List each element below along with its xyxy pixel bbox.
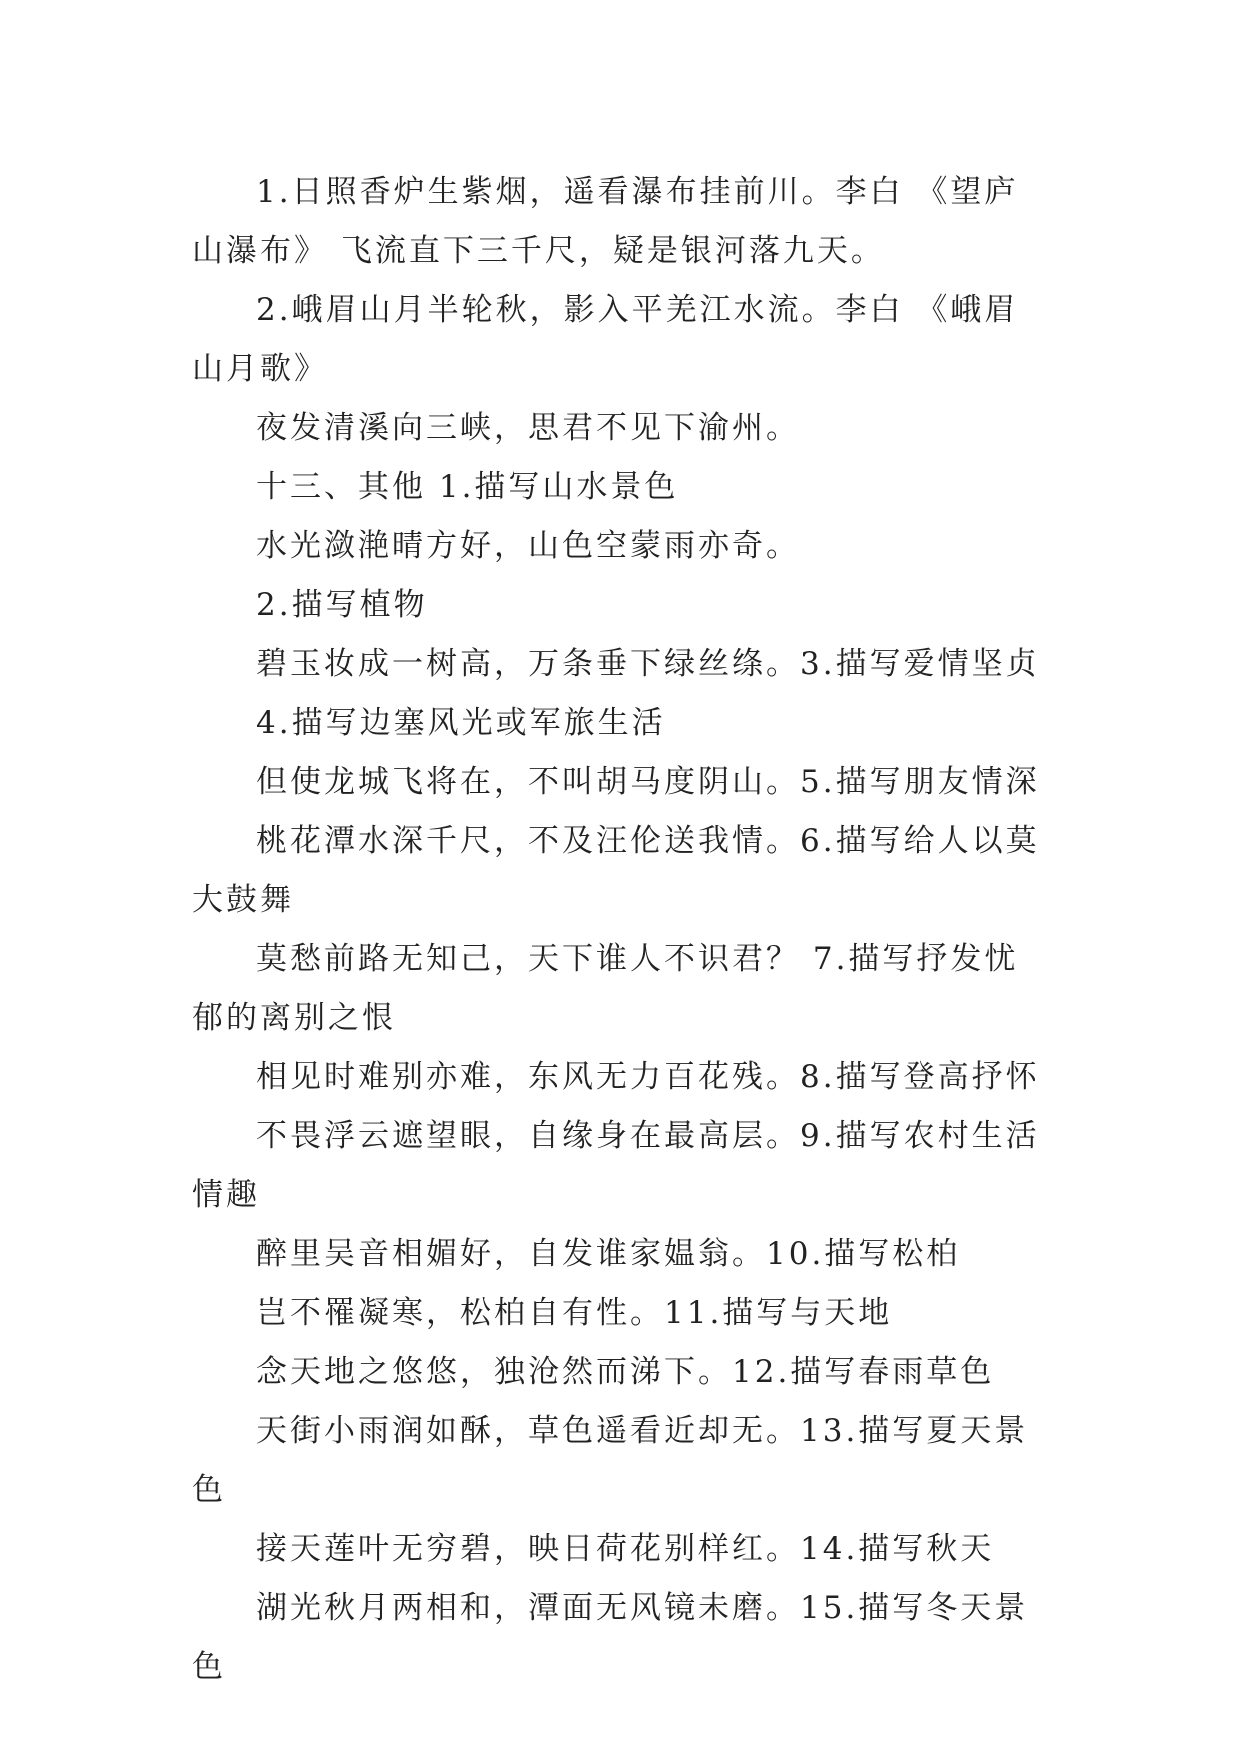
paragraph: 4.描写边塞风光或军旅生活	[256, 705, 666, 741]
paragraph: 夜发清溪向三峡，思君不见下渝州。	[256, 410, 800, 446]
paragraph: 接天莲叶无穷碧，映日荷花别样红。14.描写秋天	[256, 1531, 995, 1567]
paragraph: 湖光秋月两相和，潭面无风镜未磨。15.描写冬天景色	[192, 1590, 1029, 1685]
paragraph: 天街小雨润如酥，草色遥看近却无。13.描写夏天景色	[192, 1413, 1029, 1508]
paragraph: 1.日照香炉生紫烟，遥看瀑布挂前川。李白 《望庐山瀑布》 飞流直下三千尺，疑是银河落九天。	[192, 174, 1019, 269]
paragraph: 桃花潭水深千尺，不及汪伦送我情。6.描写给人以莫大鼓舞	[192, 823, 1040, 918]
paragraph: 碧玉妆成一树高，万条垂下绿丝绦。3.描写爱情坚贞	[256, 646, 1040, 682]
paragraph: 岂不罹凝寒，松柏自有性。11.描写与天地	[256, 1295, 893, 1331]
document-body	[192, 163, 1052, 1697]
paragraph: 2.描写植物	[256, 587, 428, 623]
paragraph: 十三、其他 1.描写山水景色	[256, 469, 679, 505]
paragraph: 醉里吴音相媚好，自发谁家媪翁。10.描写松柏	[256, 1236, 961, 1272]
paragraph: 莫愁前路无知己，天下谁人不识君？ 7.描写抒发忧郁的离别之恨	[192, 941, 1019, 1036]
paragraph: 但使龙城飞将在，不叫胡马度阴山。5.描写朋友情深	[256, 764, 1040, 800]
paragraph: 2.峨眉山月半轮秋，影入平羌江水流。李白 《峨眉山月歌》	[192, 292, 1019, 387]
paragraph: 水光潋滟晴方好，山色空蒙雨亦奇。	[256, 528, 800, 564]
paragraph: 念天地之悠悠，独沧然而涕下。12.描写春雨草色	[256, 1354, 995, 1390]
paragraph: 不畏浮云遮望眼，自缘身在最高层。9.描写农村生活情趣	[192, 1118, 1040, 1213]
paragraph: 相见时难别亦难，东风无力百花残。8.描写登高抒怀	[256, 1059, 1040, 1095]
